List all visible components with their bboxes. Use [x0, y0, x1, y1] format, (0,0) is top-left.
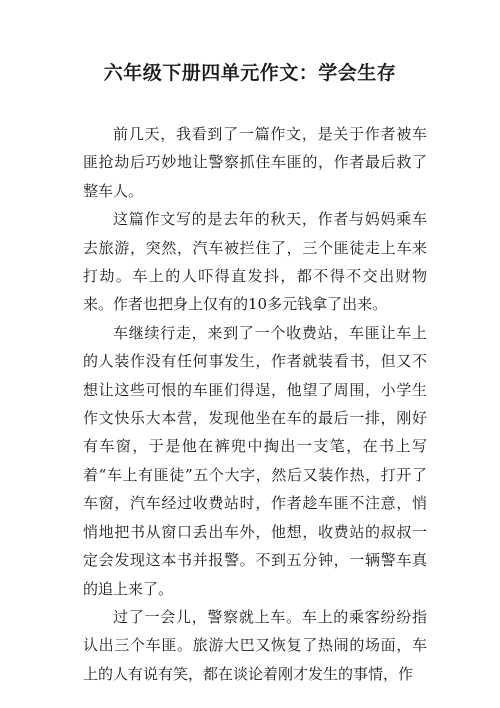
document-body	[83, 120, 427, 688]
document-title: 六年级下册四单元作文：学会生存	[103, 62, 397, 84]
paragraph-4: 过了一会儿，警察就上车。车上的乘客纷纷指认出三个车匪。旅游大巴又恢复了热闹的场面，车上的人有说有笑，都在谈论着刚才发生的事情，作	[83, 607, 427, 683]
paragraph-1: 前几天，我看到了一篇作文，是关于作者被车匪抢劫后巧妙地让警察抓住车匪的，作者最后救了整车人。	[83, 125, 427, 200]
paragraph-2: 这篇作文写的是去年的秋天，作者与妈妈乘车去旅游，突然，汽车被拦住了，三个匪徒走上车来打劫。车上的人吓得直发抖，都不得不交出财物来。作者也把身上仅有的10多元钱拿了出来。	[83, 210, 427, 314]
paragraph-3: 车继续行走，来到了一个收费站，车匪让车上的人装作没有任何事发生，作者就装看书，但又不想让这些可恨的车匪们得逞，他望了周围，小学生作文快乐大本营，发现他坐在车的最后一排，刚好有车窗，于是他在裤兜中掏出一支笔，在书上写着“车上有匪徒”五个大字，然后又装作热，打开了车窗，汽车经过收费站时，作者趁车匪不注意，悄悄地把书从窗口丢出车外，他想，收费站的叔叔一定会发现这本书并报警。不到五分钟，一辆警车真的追上来了。	[83, 323, 427, 598]
